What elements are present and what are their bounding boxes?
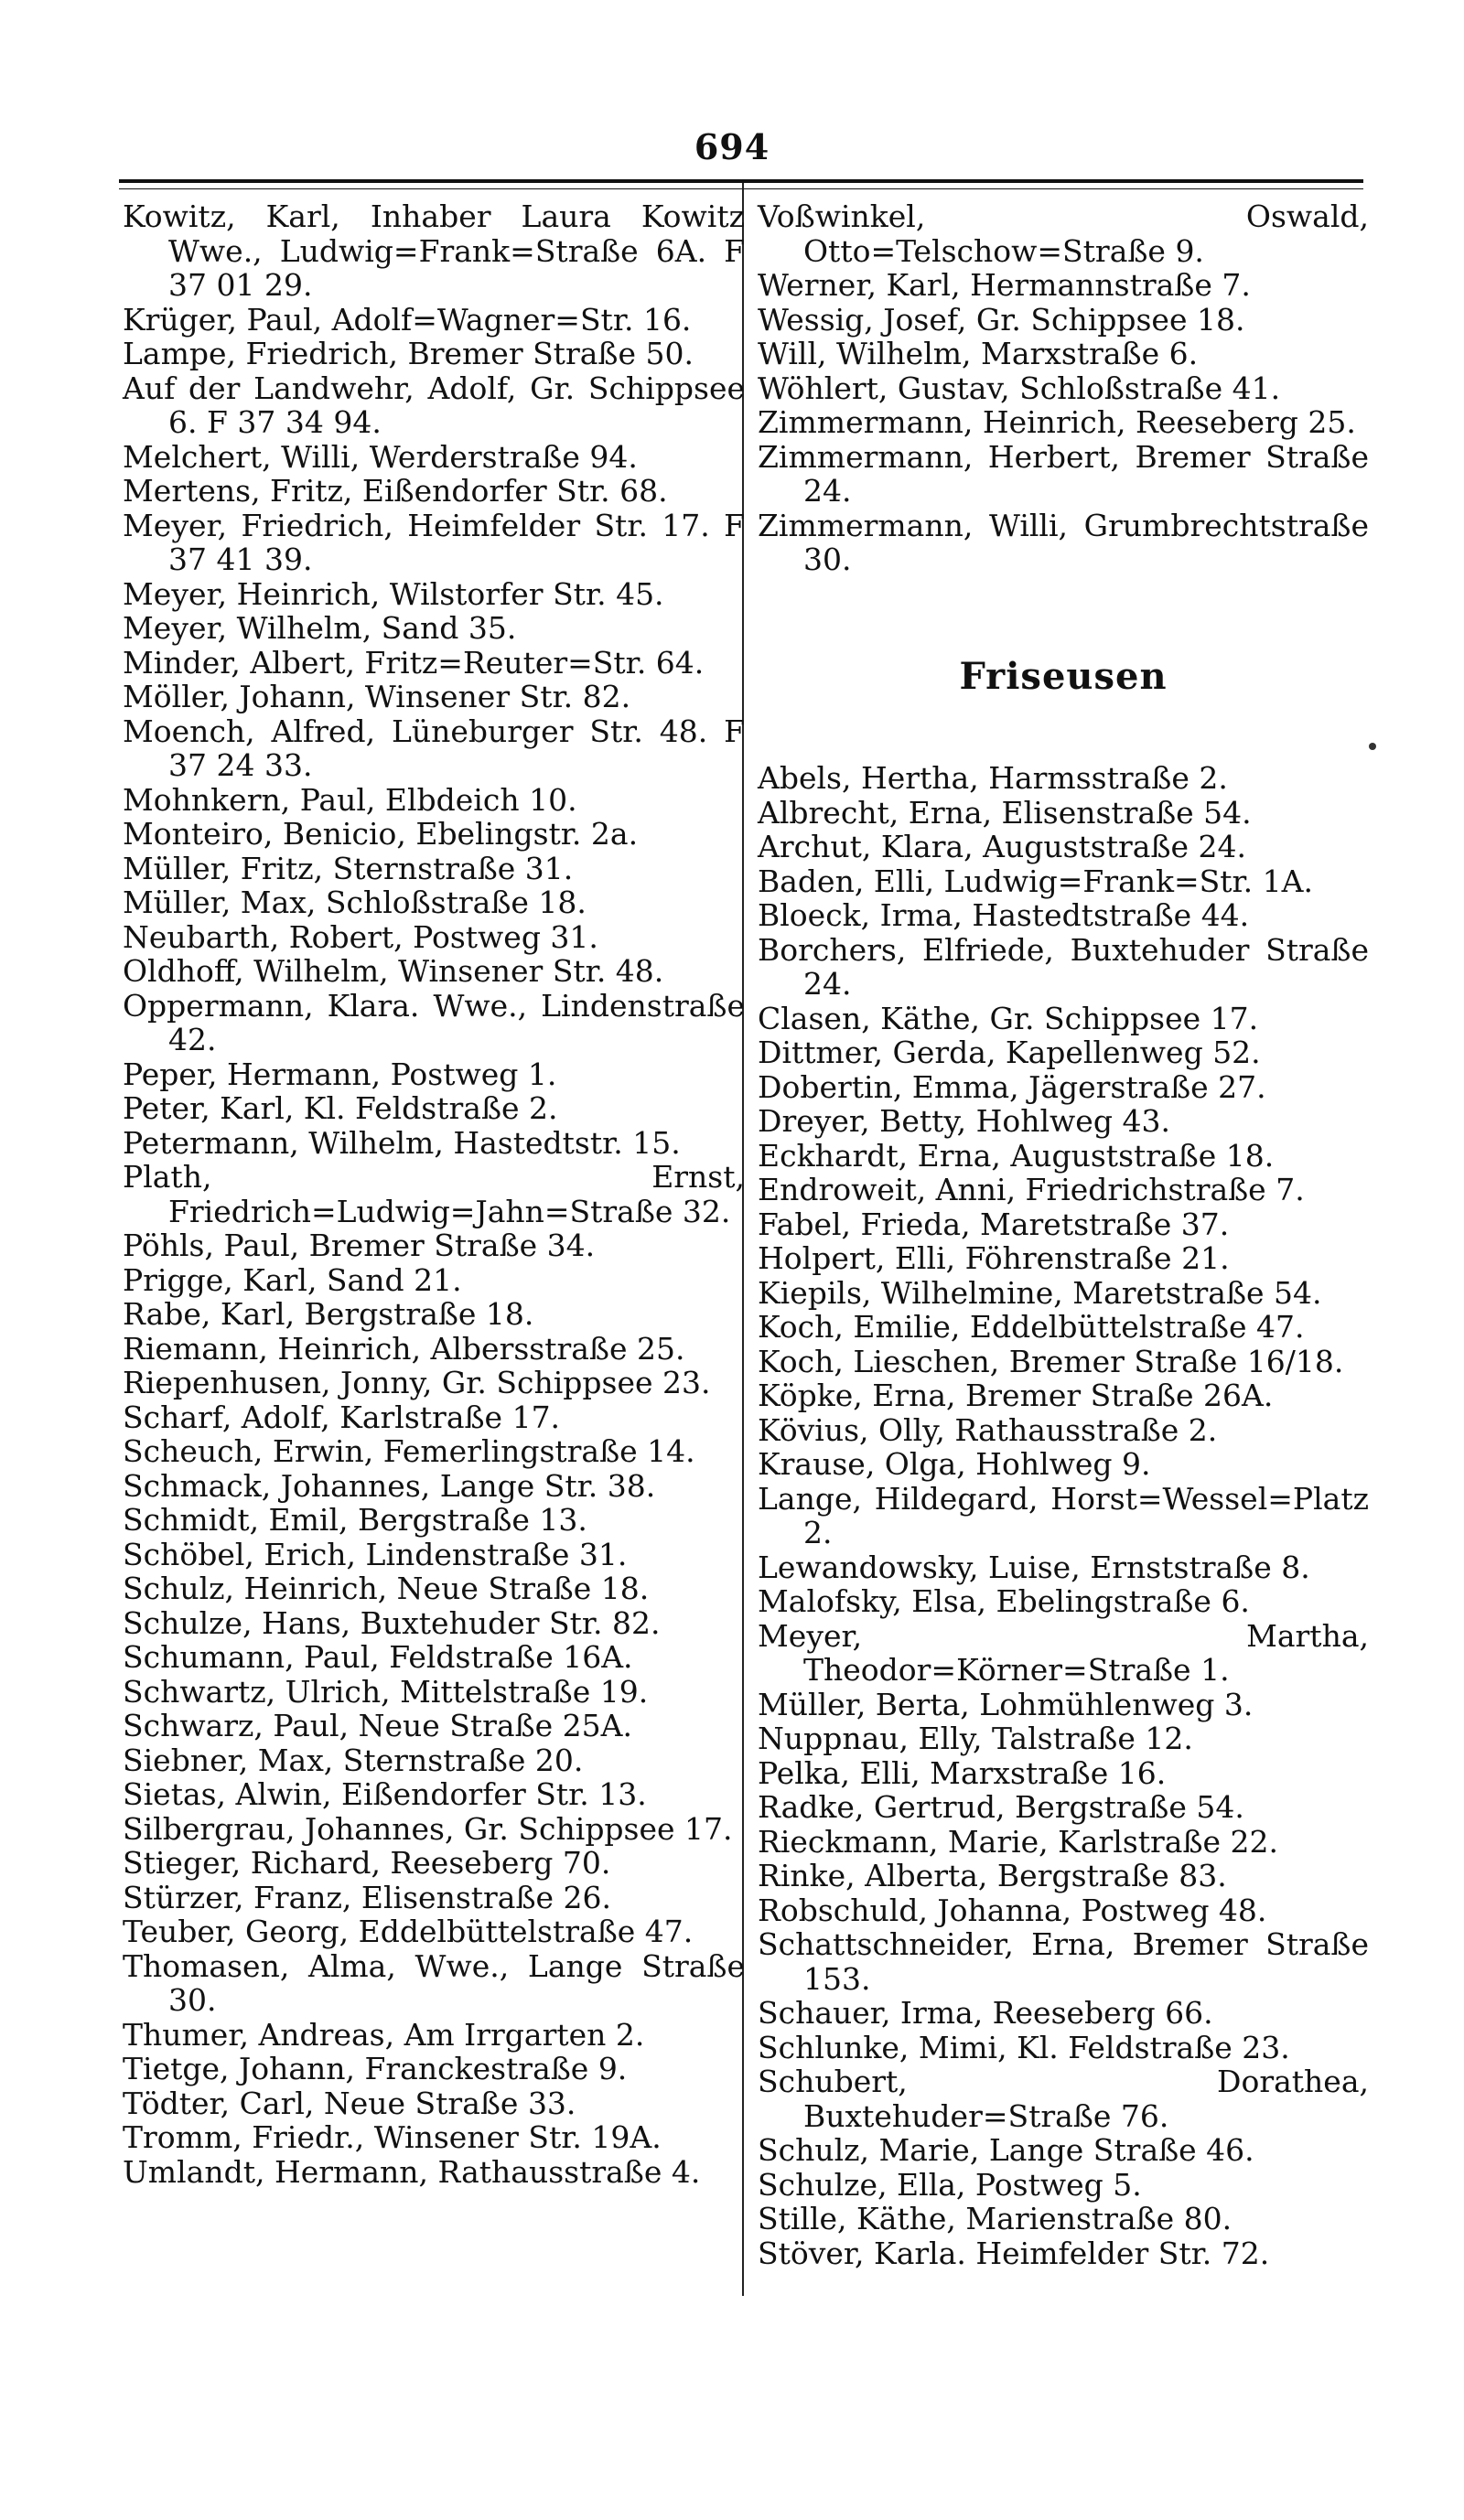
directory-entry: Radke, Gertrud, Bergstraße 54. (758, 1789, 1244, 1825)
directory-entry: Schmidt, Emil, Bergstraße 13. (123, 1502, 587, 1538)
directory-entry: Mohnkern, Paul, Elbdeich 10. (123, 781, 577, 818)
directory-entry: Minder, Albert, Fritz=Reuter=Str. 64. (123, 644, 705, 681)
directory-entry: Werner, Karl, Hermannstraße 7. (758, 267, 1251, 303)
directory-entry: Koch, Lieschen, Bremer Straße 16/18. (758, 1343, 1344, 1379)
directory-entry: Rinke, Alberta, Bergstraße 83. (758, 1858, 1227, 1893)
directory-entry: Abels, Hertha, Harmsstraße 2. (758, 760, 1228, 796)
directory-entry: Silbergrau, Johannes, Gr. Schippsee 17. (123, 1810, 733, 1847)
directory-entry: Voßwinkel, Oswald, Otto=Telschow=Straße 9. (758, 198, 1369, 269)
directory-entry: Wöhlert, Gustav, Schloßstraße 41. (758, 370, 1281, 406)
directory-entry: Neubarth, Robert, Postweg 31. (123, 918, 598, 955)
directory-entry: Krause, Olga, Hohlweg 9. (758, 1446, 1151, 1482)
directory-entry: Will, Wilhelm, Marxstraße 6. (758, 336, 1199, 371)
directory-entry: Sietas, Alwin, Eißendorfer Str. 13. (123, 1776, 647, 1812)
directory-entry: Baden, Elli, Ludwig=Frank=Str. 1A. (758, 863, 1313, 899)
directory-entry: Peper, Hermann, Postweg 1. (123, 1056, 557, 1092)
directory-entry: Oldhoff, Wilhelm, Winsener Str. 48. (123, 953, 664, 989)
directory-entry: Nuppnau, Elly, Talstraße 12. (758, 1721, 1193, 1756)
directory-entry: Stieger, Richard, Reeseberg 70. (123, 1845, 611, 1881)
directory-entry: Krüger, Paul, Adolf=Wagner=Str. 16. (123, 301, 692, 338)
directory-entry: Scharf, Adolf, Karlstraße 17. (123, 1399, 561, 1435)
directory-entry: Albrecht, Erna, Elisenstraße 54. (758, 794, 1252, 831)
directory-entry: Lange, Hildegard, Horst=Wessel=Platz 2. (758, 1480, 1369, 1550)
directory-entry: Kövius, Olly, Rathausstraße 2. (758, 1411, 1218, 1448)
directory-entry: Rabe, Karl, Bergstraße 18. (123, 1296, 534, 1332)
directory-entry: Müller, Fritz, Sternstraße 31. (123, 850, 574, 886)
directory-entry: Thomasen, Alma, Wwe., Lange Straße 30. (123, 1947, 745, 2018)
directory-entry: Robschuld, Johanna, Postweg 48. (758, 1892, 1267, 1928)
directory-entry: Melchert, Willi, Werderstraße 94. (123, 438, 638, 475)
directory-entry: Schattschneider, Erna, Bremer Straße 153. (758, 1926, 1369, 1997)
directory-entry: Meyer, Heinrich, Wilstorfer Str. 45. (123, 575, 664, 612)
directory-entry: Tödter, Carl, Neue Straße 33. (123, 2085, 576, 2121)
directory-entry: Prigge, Karl, Sand 21. (123, 1261, 462, 1298)
directory-entry: Auf der Landwehr, Adolf, Gr. Schippsee 6. F 37 34 94. (123, 370, 745, 440)
directory-entry: Schulz, Heinrich, Neue Straße 18. (123, 1571, 650, 1606)
directory-entry: Monteiro, Benicio, Ebelingstr. 2a. (123, 816, 639, 852)
directory-entry: Fabel, Frieda, Maretstraße 37. (758, 1206, 1230, 1242)
directory-entry: Schöbel, Erich, Lindenstraße 31. (123, 1536, 628, 1572)
directory-entry: Borchers, Elfriede, Buxtehuder Straße 24. (758, 931, 1369, 1002)
directory-entry: Tromm, Friedr., Winsener Str. 19A. (123, 2119, 662, 2155)
right-column-bottom-list (758, 761, 1369, 2270)
directory-entry: Mertens, Fritz, Eißendorfer Str. 68. (123, 473, 668, 509)
header-rule-thin (119, 188, 1363, 189)
directory-entry: Schwarz, Paul, Neue Straße 25A. (123, 1708, 632, 1743)
directory-entry: Stille, Käthe, Marienstraße 80. (758, 2201, 1233, 2236)
directory-entry: Zimmermann, Heinrich, Reeseberg 25. (758, 404, 1356, 440)
right-column-top-list (758, 199, 1369, 577)
directory-entry: Oppermann, Klara. Wwe., Lindenstraße 42. (123, 987, 745, 1057)
stray-dot-mark (1369, 743, 1376, 750)
directory-entry: Stöver, Karla. Heimfelder Str. 72. (758, 2235, 1270, 2271)
directory-entry: Eckhardt, Erna, Auguststraße 18. (758, 1137, 1275, 1174)
header-rule-thick (119, 179, 1363, 183)
directory-entry: Zimmermann, Willi, Grumbrechtstraße 30. (758, 507, 1369, 577)
directory-entry: Endroweit, Anni, Friedrichstraße 7. (758, 1172, 1305, 1207)
directory-entry: Dreyer, Betty, Hohlweg 43. (758, 1103, 1170, 1139)
directory-entry: Clasen, Käthe, Gr. Schippsee 17. (758, 1000, 1259, 1036)
directory-entry: Schlunke, Mimi, Kl. Feldstraße 23. (758, 2029, 1290, 2065)
directory-entry: Holpert, Elli, Föhrenstraße 21. (758, 1240, 1230, 1276)
directory-entry: Rieckmann, Marie, Karlstraße 22. (758, 1823, 1279, 1860)
right-column (758, 199, 1369, 2270)
directory-entry: Wessig, Josef, Gr. Schippsee 18. (758, 301, 1245, 338)
directory-entry: Möller, Johann, Winsener Str. 82. (123, 679, 631, 714)
directory-entry: Lampe, Friedrich, Bremer Straße 50. (123, 336, 694, 371)
directory-entry: Meyer, Friedrich, Heimfelder Str. 17. F 37 41 39. (123, 507, 745, 577)
directory-entry: Koch, Emilie, Eddelbüttelstraße 47. (758, 1309, 1305, 1345)
directory-entry: Schwartz, Ulrich, Mittelstraße 19. (123, 1673, 649, 1710)
directory-entry: Umlandt, Hermann, Rathausstraße 4. (123, 2153, 701, 2190)
directory-entry: Kiepils, Wilhelmine, Maretstraße 54. (758, 1274, 1322, 1311)
directory-entry: Zimmermann, Herbert, Bremer Straße 24. (758, 438, 1369, 509)
directory-entry: Schulze, Ella, Postweg 5. (758, 2166, 1142, 2203)
directory-entry: Müller, Max, Schloßstraße 18. (123, 885, 587, 920)
directory-entry: Petermann, Wilhelm, Hastedtstr. 15. (123, 1124, 681, 1161)
directory-entry: Pöhls, Paul, Bremer Straße 34. (123, 1228, 596, 1263)
directory-entry: Scheuch, Erwin, Femerlingstraße 14. (123, 1433, 695, 1469)
directory-entry: Schubert, Dorathea, Buxtehuder=Straße 76. (758, 2064, 1369, 2134)
directory-entry: Meyer, Martha, Theodor=Körner=Straße 1. (758, 1617, 1369, 1688)
directory-entry: Bloeck, Irma, Hastedtstraße 44. (758, 897, 1250, 933)
directory-entry: Köpke, Erna, Bremer Straße 26A. (758, 1378, 1274, 1413)
directory-entry: Siebner, Max, Sternstraße 20. (123, 1742, 584, 1778)
directory-entry: Kowitz, Karl, Inhaber Laura Kowitz Wwe., Ludwig=Frank=Straße 6A. F 37 01 29. (123, 198, 745, 303)
directory-entry: Müller, Berta, Lohmühlenweg 3. (758, 1686, 1254, 1722)
directory-entry: Schmack, Johannes, Lange Str. 38. (123, 1467, 656, 1504)
directory-entry: Archut, Klara, Auguststraße 24. (758, 829, 1246, 864)
directory-entry: Schauer, Irma, Reeseberg 66. (758, 1995, 1213, 2031)
directory-entry: Thumer, Andreas, Am Irrgarten 2. (123, 2016, 645, 2053)
directory-entry: Meyer, Wilhelm, Sand 35. (123, 610, 517, 646)
directory-entry: Malofsky, Elsa, Ebelingstraße 6. (758, 1583, 1250, 1619)
directory-entry: Lewandowsky, Luise, Ernststraße 8. (758, 1549, 1310, 1585)
directory-entry: Teuber, Georg, Eddelbüttelstraße 47. (123, 1914, 694, 1949)
directory-entry: Peter, Karl, Kl. Feldstraße 2. (123, 1090, 558, 1126)
directory-entry: Pelka, Elli, Marxstraße 16. (758, 1754, 1167, 1791)
directory-entry: Schulz, Marie, Lange Straße 46. (758, 2132, 1254, 2168)
left-column (123, 199, 745, 2189)
directory-entry: Schulze, Hans, Buxtehuder Str. 82. (123, 1604, 661, 1641)
directory-entry: Dobertin, Emma, Jägerstraße 27. (758, 1068, 1266, 1105)
directory-entry: Tietge, Johann, Franckestraße 9. (123, 2051, 628, 2086)
directory-entry: Moench, Alfred, Lüneburger Str. 48. F 37 24 33. (123, 713, 745, 783)
directory-entry: Stürzer, Franz, Elisenstraße 26. (123, 1879, 612, 1915)
section-heading: Friseusen (959, 654, 1168, 698)
directory-entry: Riepenhusen, Jonny, Gr. Schippsee 23. (123, 1365, 711, 1400)
directory-entry: Riemann, Heinrich, Albersstraße 25. (123, 1330, 685, 1367)
directory-entry: Dittmer, Gerda, Kapellenweg 52. (758, 1035, 1261, 1070)
directory-entry: Schumann, Paul, Feldstraße 16A. (123, 1639, 633, 1675)
page-number: 694 (694, 126, 770, 167)
directory-entry: Plath, Ernst, Friedrich=Ludwig=Jahn=Straße 32. (123, 1159, 745, 1229)
